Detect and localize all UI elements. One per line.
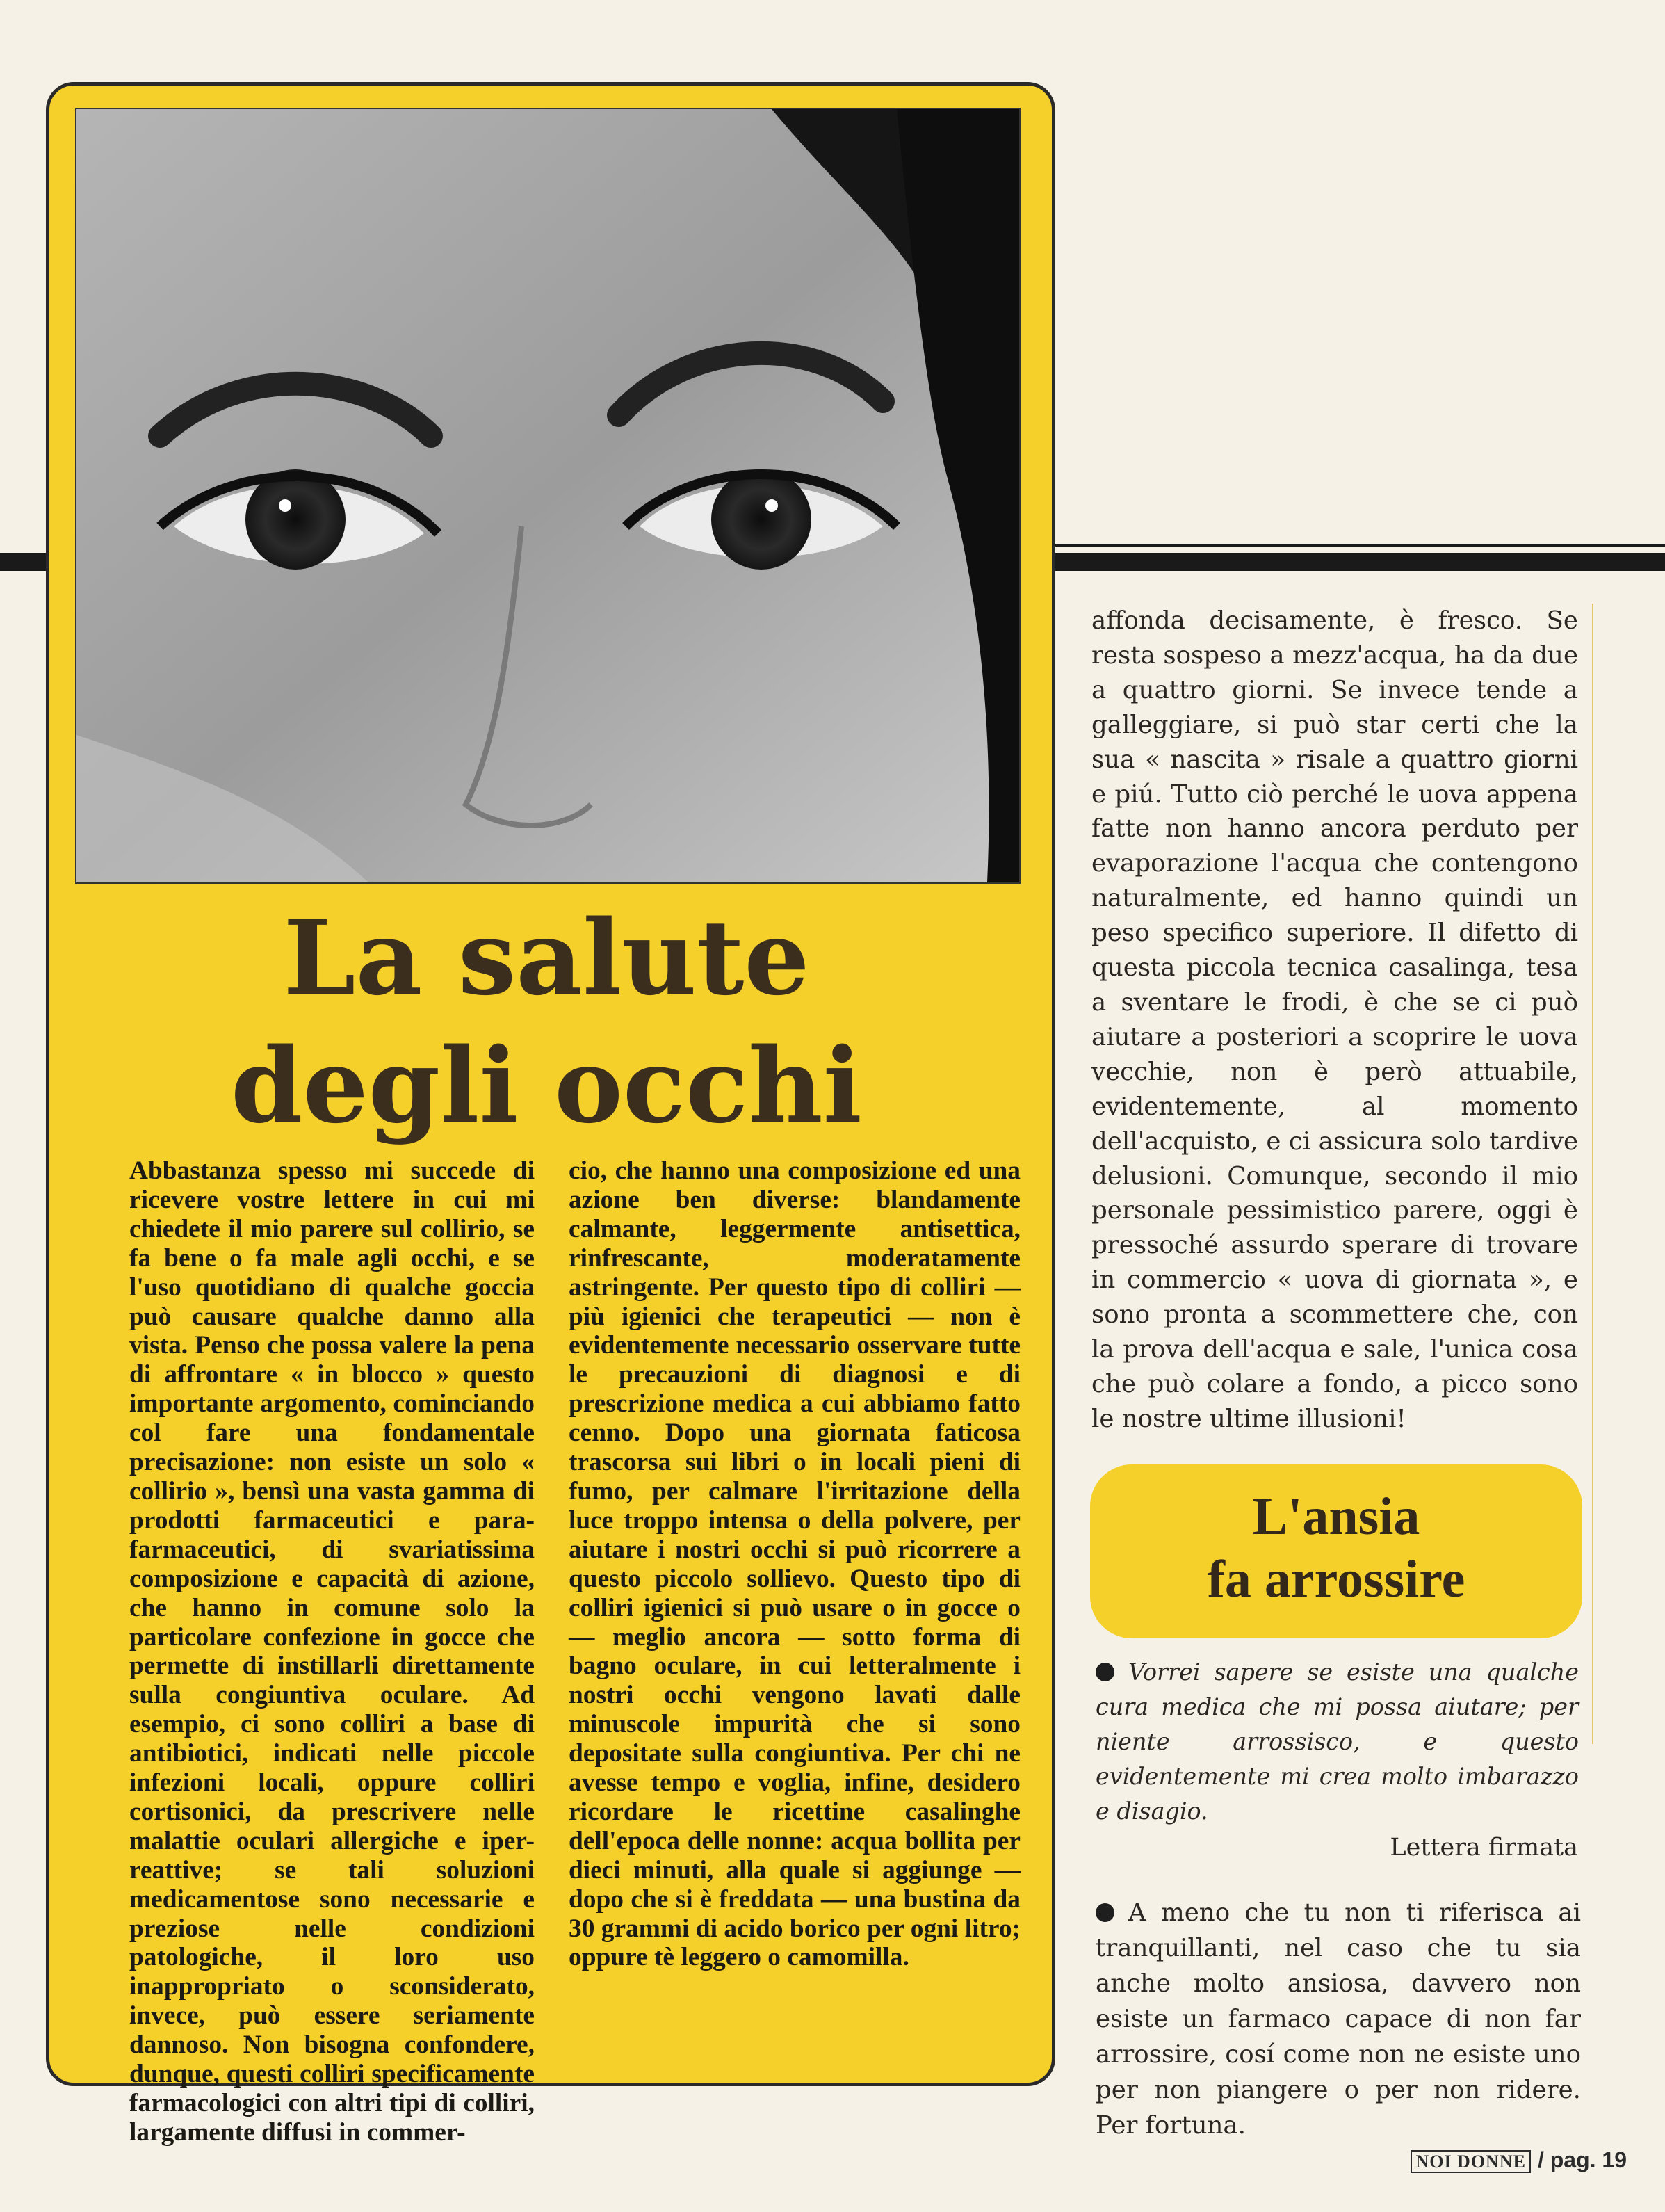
article-column-2-text: cio, che hanno una composizione ed una azione ben diverse: blandamente calmante, leggermente antisettica, rinfrescante, moderatamente astringente. Per questo tipo di colliri — più igienici che terapeutici — non è evidentemente necessario osservare tutte le precauzioni di diagnosi e di prescrizione medica a cui abbiamo fatto cenno. Dopo una giornata faticosa trascorsa sui libri o in locali pieni di fumo, per calmare l'irritazione della luce troppo intensa o della polvere, per aiutare i nostri occhi si può ricorrere a questo piccolo sollievo. Questo tipo di colliri igienici si può usare o in gocce o — meglio ancora — sotto forma di bagno oculare, in cui letteralmente i nostri occhi vengono lavati dalle minuscole impurità che si sono depositate sulla congiuntiva. Per chi ne avesse tempo e voglia, infine, desidero ricordare le ricettine casalinghe dell'epoca delle nonne: acqua bollita per dieci minuti, alla quale si aggiunge — dopo che si è freddata — una bustina da 30 grammi di acido borico per ogni litro; oppure tè leggero o camomilla. <box>569 1156 1021 1972</box>
bullet-icon <box>1096 1663 1114 1681</box>
reply-text: A meno che tu non ti riferisca ai tranquillanti, nel caso che tu sia anche molto ansiosa, davvero non esiste un farmaco capace di non far arrossire, cosí come non ne esiste uno per non piangere o per non ridere. Per fortuna. <box>1096 1898 1581 2140</box>
article-column-1 <box>129 1156 535 2147</box>
article-title <box>75 894 1018 1149</box>
bullet-icon <box>1096 1903 1114 1922</box>
reader-letter <box>1096 1655 1579 1829</box>
title-line-1: La salute <box>283 897 810 1018</box>
horizontal-rule-right <box>1053 553 1665 571</box>
horizontal-rule-right-thin <box>1053 544 1665 547</box>
right-column-text: affonda decisamente, è fresco. Se resta sospeso a mezz'acqua, ha da due a quattro giorni. Se invece tende a galleggiare, si può star certi che la sua « nascita » risale a quattro giorni e piú. Tutto ciò perché le uova appena fatte non hanno ancora perduto per evaporazione l'acqua che contengono naturalmente, ed hanno quindi un peso specifico superiore. Il difetto di questa piccola tecnica casalinga, tesa a sventare le frodi, è che se ci può aiutare a posteriori a scoprire le uova vecchie, non è però attuabile, evidentemente, al momento dell'acquisto, e ci assicura solo tardive delusioni. Comunque, secondo il mio personale pessimistico parere, oggi è pressoché assurdo sperare di trovare in commercio « uova di giornata », e sono pronta a scommettere che, con la prova dell'acqua e sale, l'unica cosa che può colare a fondo, a picco sono le nostre ultime illusioni! <box>1091 606 1578 1433</box>
letter-signature: Lettera firmata <box>1390 1834 1578 1862</box>
page-footer <box>1359 2147 1627 2173</box>
sidebar-heading-line-1: L'ansia <box>1252 1487 1420 1546</box>
reader-letter-text: Vorrei sapere se esiste una qualche cura medica che mi possa aiutare; per niente arrossisco, e questo evidentemente mi crea molto imbarazzo e disagio. <box>1096 1658 1579 1825</box>
page-number: / pag. 19 <box>1537 2147 1627 2172</box>
article-column-1-text: Abbastanza spesso mi succede di ricevere vostre lettere in cui mi chiedete il mio parere sul collirio, se fa bene o fa male agli occhi, e se l'uso quotidiano di qualche goccia può causare qualche danno alla vista. Penso che possa valere la pena di affrontare « in blocco » questo importante argomento, cominciando col fare una fondamentale precisazione: non esiste un solo « collirio », bensì una vasta gamma di prodotti farmaceutici e para-farmaceutici, di svariatissima composizione e capacità di azione, che hanno in comune solo la particolare confezione in gocce che permette di instillarli direttamente sulla congiuntiva oculare. Ad esempio, ci sono colliri a base di antibiotici, indicati nelle piccole infezioni locali, oppure colliri cortisonici, da prescrivere nelle malattie oculari allergiche e iper-reattive; se tali soluzioni medicamentose sono necessarie e preziose nelle condizioni patologiche, il loro uso inappropriato o sconsiderato, invece, può essere seriamente dannoso. Non bisogna confondere, dunque, questi colliri specificamente farmacologici con altri tipi di colliri, largamente diffusi in commer- <box>129 1156 535 2147</box>
eyes-photo <box>75 108 1021 884</box>
title-line-2: degli occhi <box>231 1025 862 1146</box>
article-column-2 <box>569 1156 1021 1972</box>
reply <box>1096 1895 1581 2143</box>
sidebar-heading-line-2: fa arrossire <box>1207 1550 1465 1608</box>
sidebar-heading <box>1090 1464 1582 1638</box>
magazine-logo: NOI DONNE <box>1411 2150 1531 2173</box>
column-divider <box>1592 604 1593 1744</box>
right-column <box>1091 604 1578 1437</box>
